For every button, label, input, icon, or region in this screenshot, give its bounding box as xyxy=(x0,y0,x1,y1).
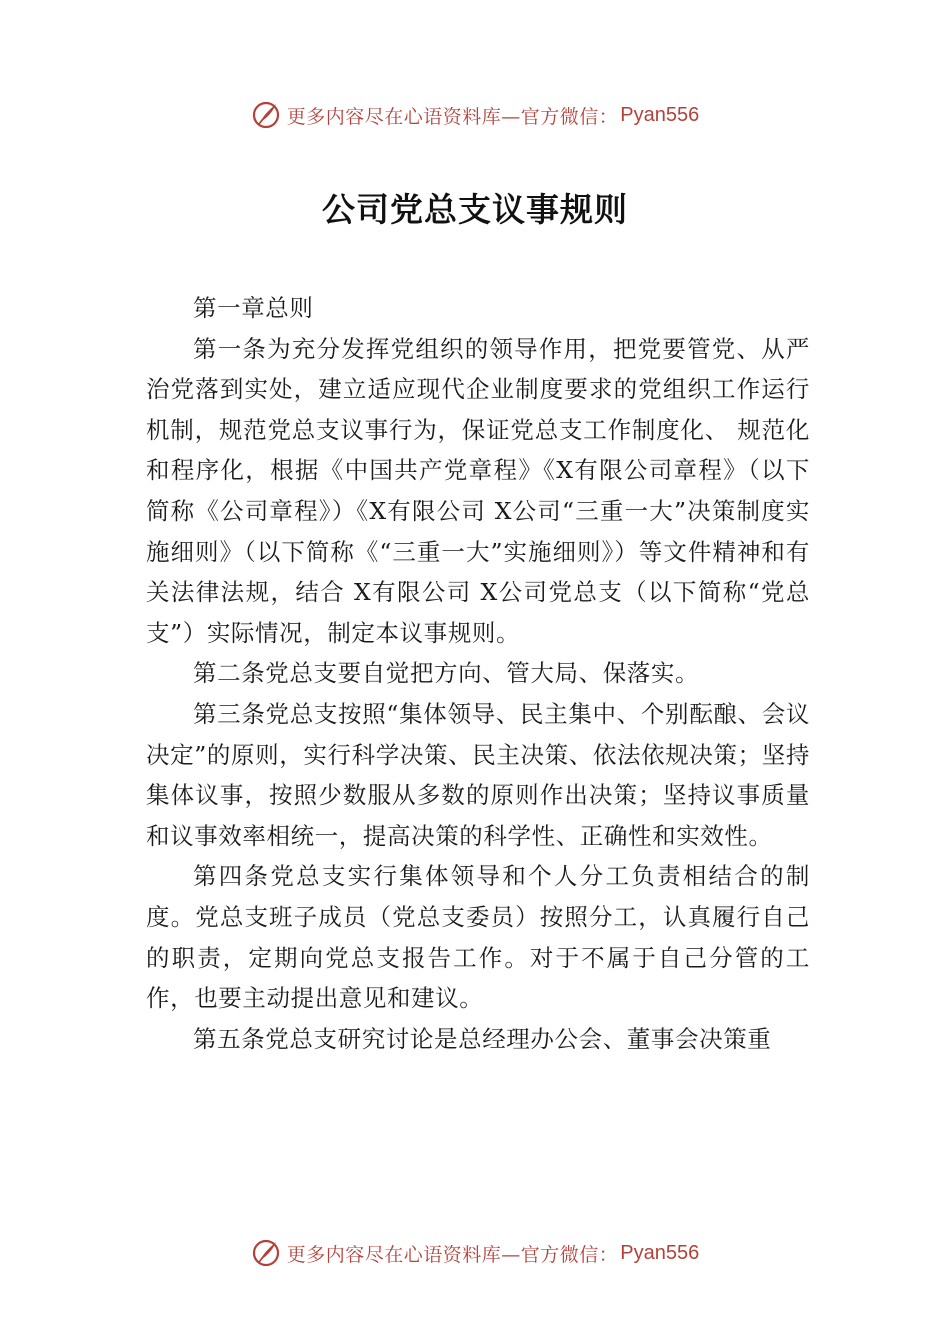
banner-text: 更多内容尽在心语资料库—官方微信： xyxy=(286,1243,619,1266)
header-banner xyxy=(0,95,950,135)
quill-pen-logo-icon xyxy=(251,1238,281,1268)
document-body xyxy=(146,288,810,1059)
article-4: 第四条党总支实行集体领导和个人分工负责相结合的制度。党总支班子成员（党总支委员）按照分工，认真履行自己的职责，定期向党总支报告工作。对于不属于自己分管的工作，也要主动提出意见和建议。 xyxy=(146,862,810,1013)
quill-pen-logo-icon xyxy=(251,100,281,130)
banner-wechat-id: Pyan556 xyxy=(620,103,700,126)
chapter-heading: 第一章总则 xyxy=(193,294,314,322)
banner-wechat-id: Pyan556 xyxy=(620,1241,700,1264)
article-3: 第三条党总支按照“集体领导、民主集中、个别酝酿、会议决定”的原则，实行科学决策、民主决策、依法依规决策；坚持集体议事，按照少数服从多数的原则作出决策；坚持议事质量和议事效率相统一，提高决策的科学性、正确性和实效性。 xyxy=(146,699,810,850)
article-2: 第二条党总支要自觉把方向、管大局、保落实。 xyxy=(193,659,700,688)
banner-text: 更多内容尽在心语资料库—官方微信： xyxy=(286,105,619,128)
document-title: 公司党总支议事规则 xyxy=(322,190,628,229)
article-5: 第五条党总支研究讨论是总经理办公会、董事会决策重 xyxy=(193,1024,772,1053)
article-1: 第一条为充分发挥党组织的领导作用，把党要管党、从严治党落到实处，建立适应现代企业制度要求的党组织工作运行机制，规范党总支议事行为，保证党总支工作制度化、 规范化和程序化，根据《中国共产党章程》《X有限公司章程》（以下简称《公司章程》）《X有限公司 X公司“三重一大”决策制度实施细则》（以下简称《“三重一大”实施细则》）等文件精神和有关法律法规，结合 X有限公司 X公司党总支（以下简称“党总支”）实际情况，制定本议事规则。 xyxy=(146,334,810,647)
footer-banner xyxy=(0,1233,950,1273)
